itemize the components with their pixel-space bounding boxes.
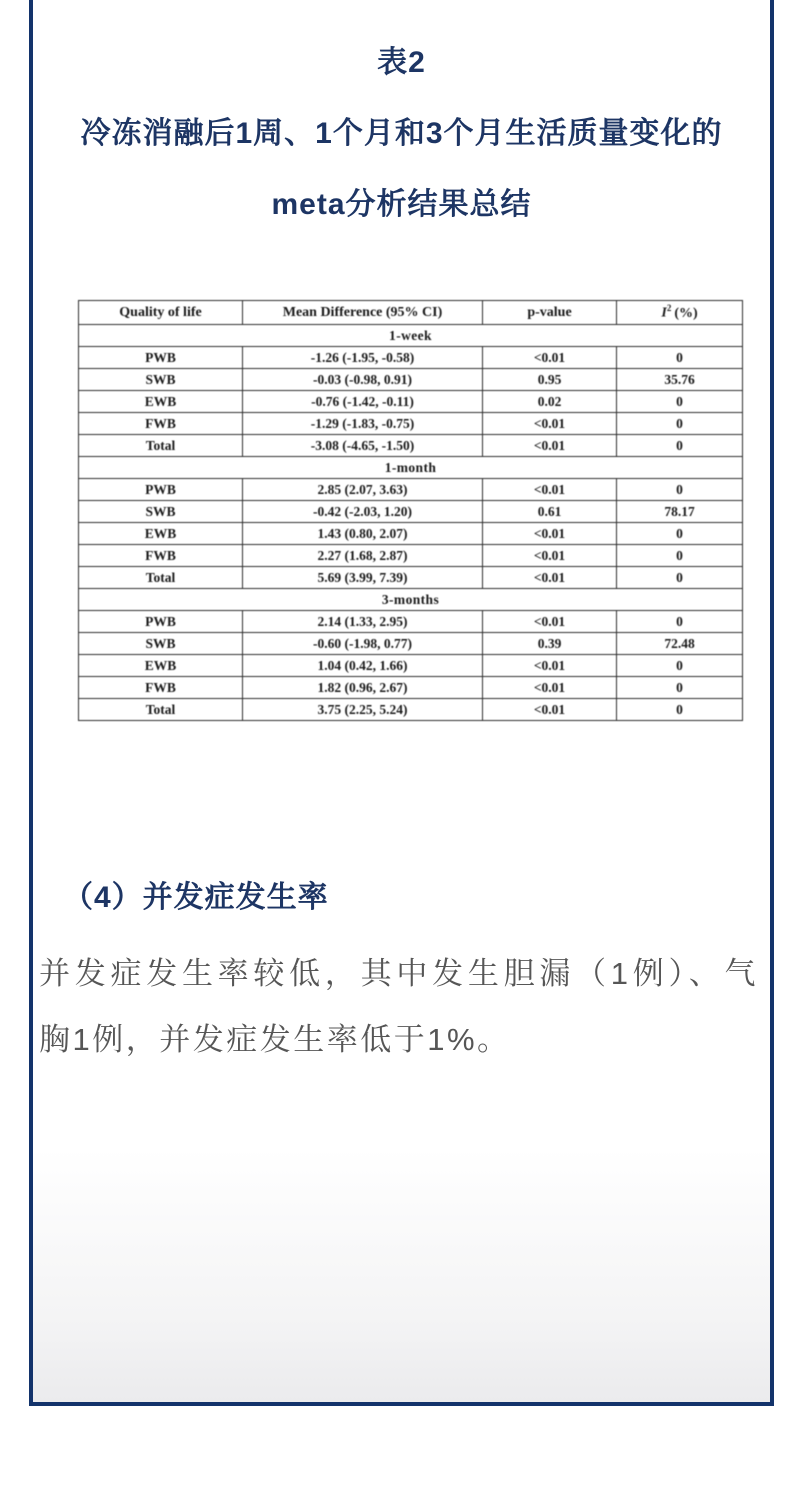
article-card (29, 0, 774, 1406)
table-row (79, 347, 743, 369)
col-header-i2 (617, 301, 743, 325)
table-cell: 72.48 (617, 633, 743, 655)
paragraph-complication-rate (39, 941, 758, 1073)
card-inner (33, 0, 770, 1402)
table-title-block (33, 44, 770, 224)
table-cell: -0.42 (-2.03, 1.20) (243, 501, 483, 523)
col-header-quality-of-life: Quality of life (79, 301, 243, 325)
i2-symbol: I (661, 305, 667, 321)
table-cell: -0.76 (-1.42, -0.11) (243, 391, 483, 413)
table-cell: <0.01 (483, 567, 617, 589)
table-section-row-1month (79, 457, 743, 479)
table-cell: 0.02 (483, 391, 617, 413)
i2-unit: (%) (674, 305, 698, 321)
table-cell: 0 (617, 479, 743, 501)
table-header-row (79, 301, 743, 325)
table-cell: <0.01 (483, 545, 617, 567)
table-cell: 0 (617, 435, 743, 457)
table-cell: <0.01 (483, 523, 617, 545)
table-cell: 0 (617, 545, 743, 567)
table-cell: 0 (617, 655, 743, 677)
table-subtitle-line1: 冷冻消融后1周、1个月和3个月生活质量变化的 (80, 117, 723, 150)
table-cell: 0.61 (483, 501, 617, 523)
table-cell: SWB (79, 633, 243, 655)
table-cell: FWB (79, 677, 243, 699)
table-cell: 0 (617, 523, 743, 545)
table-cell: <0.01 (483, 435, 617, 457)
paragraph-line-2: 胸1例，并发症发生率低于1%。 (39, 1022, 511, 1057)
table-title: 表2 (377, 46, 426, 79)
i2-superscript: 2 (666, 303, 672, 314)
table-cell: SWB (79, 369, 243, 391)
table-cell: EWB (79, 523, 243, 545)
table-cell: <0.01 (483, 413, 617, 435)
col-header-p-value: p-value (483, 301, 617, 325)
table-row (79, 501, 743, 523)
table-cell: 0 (617, 677, 743, 699)
table-cell: PWB (79, 347, 243, 369)
table-cell: <0.01 (483, 677, 617, 699)
table-cell: 0 (617, 391, 743, 413)
table-cell: 1.82 (0.96, 2.67) (243, 677, 483, 699)
table-cell: -0.03 (-0.98, 0.91) (243, 369, 483, 391)
table-cell: 1.43 (0.80, 2.07) (243, 523, 483, 545)
table-cell: 0.95 (483, 369, 617, 391)
table-row (79, 479, 743, 501)
table-row (79, 633, 743, 655)
table-cell: 35.76 (617, 369, 743, 391)
table-cell: PWB (79, 611, 243, 633)
table-cell: -3.08 (-4.65, -1.50) (243, 435, 483, 457)
table-cell: 0 (617, 611, 743, 633)
table-cell: SWB (79, 501, 243, 523)
table-subtitle-line2: meta分析结果总结 (271, 188, 532, 221)
table-section-row-1week (79, 325, 743, 347)
table-cell: Total (79, 567, 243, 589)
table-cell: 0 (617, 347, 743, 369)
section-heading-complication-rate: （4）并发症发生率 (63, 881, 329, 914)
table-cell: FWB (79, 545, 243, 567)
table-cell: EWB (79, 391, 243, 413)
meta-analysis-table (78, 300, 743, 721)
table-section-row-3months (79, 589, 743, 611)
table-cell: -1.29 (-1.83, -0.75) (243, 413, 483, 435)
table-cell: <0.01 (483, 611, 617, 633)
section-label-1month: 1-month (79, 457, 743, 479)
section-label-1week: 1-week (79, 325, 743, 347)
table-cell: 1.04 (0.42, 1.66) (243, 655, 483, 677)
table-row (79, 655, 743, 677)
table-row (79, 677, 743, 699)
table-row (79, 435, 743, 457)
table-cell: 2.14 (1.33, 2.95) (243, 611, 483, 633)
table-cell: 0 (617, 413, 743, 435)
table-row (79, 567, 743, 589)
table-cell: <0.01 (483, 479, 617, 501)
table-cell: 0 (617, 567, 743, 589)
col-header-mean-difference: Mean Difference (95% CI) (243, 301, 483, 325)
table-row (79, 369, 743, 391)
table-cell: 2.27 (1.68, 2.87) (243, 545, 483, 567)
table-cell: EWB (79, 655, 243, 677)
table-cell: PWB (79, 479, 243, 501)
table-row (79, 413, 743, 435)
section-label-3months: 3-months (79, 589, 743, 611)
table-cell: 5.69 (3.99, 7.39) (243, 567, 483, 589)
paragraph-line-1: 并发症发生率较低，其中发生胆漏（1例）、气 (39, 956, 758, 991)
table-cell: <0.01 (483, 655, 617, 677)
table-cell: -0.60 (-1.98, 0.77) (243, 633, 483, 655)
table-row (79, 391, 743, 413)
table-cell: -1.26 (-1.95, -0.58) (243, 347, 483, 369)
table-cell: FWB (79, 413, 243, 435)
table-row (79, 611, 743, 633)
table-row (79, 699, 743, 721)
table-cell: <0.01 (483, 347, 617, 369)
table-cell: 78.17 (617, 501, 743, 523)
table-cell: <0.01 (483, 699, 617, 721)
table-cell: 2.85 (2.07, 3.63) (243, 479, 483, 501)
table-row (79, 545, 743, 567)
table-cell: 3.75 (2.25, 5.24) (243, 699, 483, 721)
table-row (79, 523, 743, 545)
table-cell: 0 (617, 699, 743, 721)
table-cell: 0.39 (483, 633, 617, 655)
table-cell: Total (79, 435, 243, 457)
table-cell: Total (79, 699, 243, 721)
